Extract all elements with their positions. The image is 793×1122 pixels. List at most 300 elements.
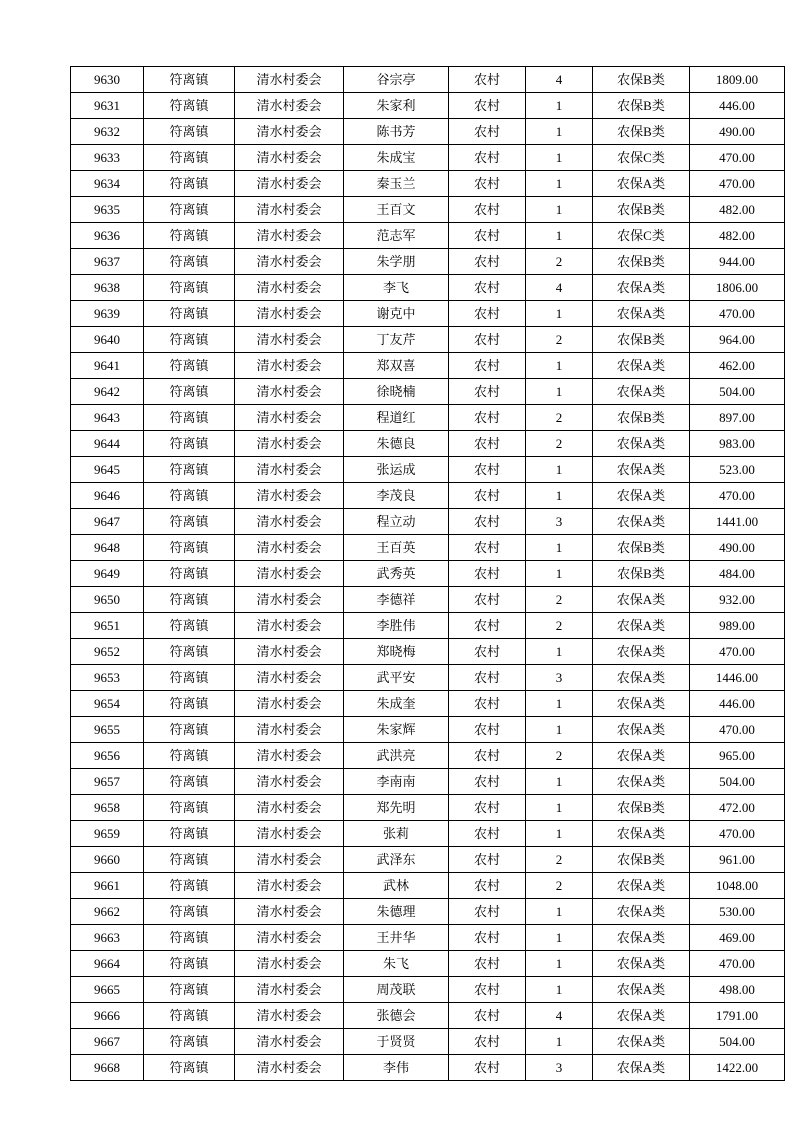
cell-town: 符离镇 bbox=[144, 353, 235, 379]
cell-amount: 504.00 bbox=[690, 1029, 785, 1055]
cell-town: 符离镇 bbox=[144, 899, 235, 925]
cell-type: 农村 bbox=[449, 223, 526, 249]
cell-name: 朱成宝 bbox=[344, 145, 449, 171]
cell-id: 9631 bbox=[71, 93, 144, 119]
cell-name: 丁友芹 bbox=[344, 327, 449, 353]
cell-village: 清水村委会 bbox=[235, 951, 344, 977]
cell-name: 张德会 bbox=[344, 1003, 449, 1029]
cell-town: 符离镇 bbox=[144, 379, 235, 405]
cell-category: 农保A类 bbox=[593, 769, 690, 795]
cell-category: 农保A类 bbox=[593, 639, 690, 665]
table-row bbox=[71, 197, 785, 223]
cell-id: 9651 bbox=[71, 613, 144, 639]
cell-village: 清水村委会 bbox=[235, 327, 344, 353]
cell-name: 朱家利 bbox=[344, 93, 449, 119]
cell-category: 农保B类 bbox=[593, 93, 690, 119]
cell-id: 9658 bbox=[71, 795, 144, 821]
cell-village: 清水村委会 bbox=[235, 275, 344, 301]
cell-count: 4 bbox=[526, 275, 593, 301]
cell-town: 符离镇 bbox=[144, 821, 235, 847]
cell-amount: 490.00 bbox=[690, 535, 785, 561]
cell-type: 农村 bbox=[449, 1003, 526, 1029]
cell-amount: 1422.00 bbox=[690, 1055, 785, 1081]
table-row bbox=[71, 483, 785, 509]
cell-amount: 498.00 bbox=[690, 977, 785, 1003]
cell-category: 农保B类 bbox=[593, 249, 690, 275]
table-row bbox=[71, 1029, 785, 1055]
cell-type: 农村 bbox=[449, 717, 526, 743]
cell-amount: 504.00 bbox=[690, 379, 785, 405]
cell-type: 农村 bbox=[449, 951, 526, 977]
cell-town: 符离镇 bbox=[144, 1029, 235, 1055]
cell-village: 清水村委会 bbox=[235, 925, 344, 951]
cell-town: 符离镇 bbox=[144, 145, 235, 171]
table-row bbox=[71, 613, 785, 639]
cell-category: 农保A类 bbox=[593, 587, 690, 613]
cell-town: 符离镇 bbox=[144, 197, 235, 223]
cell-type: 农村 bbox=[449, 977, 526, 1003]
cell-category: 农保A类 bbox=[593, 431, 690, 457]
cell-count: 2 bbox=[526, 847, 593, 873]
cell-amount: 1048.00 bbox=[690, 873, 785, 899]
cell-name: 王井华 bbox=[344, 925, 449, 951]
table-row bbox=[71, 587, 785, 613]
cell-type: 农村 bbox=[449, 145, 526, 171]
cell-amount: 1791.00 bbox=[690, 1003, 785, 1029]
cell-count: 2 bbox=[526, 249, 593, 275]
cell-town: 符离镇 bbox=[144, 457, 235, 483]
table-row bbox=[71, 457, 785, 483]
table-row bbox=[71, 717, 785, 743]
cell-amount: 470.00 bbox=[690, 483, 785, 509]
cell-name: 谢克中 bbox=[344, 301, 449, 327]
table-row bbox=[71, 925, 785, 951]
cell-type: 农村 bbox=[449, 93, 526, 119]
cell-name: 郑晓梅 bbox=[344, 639, 449, 665]
cell-category: 农保B类 bbox=[593, 561, 690, 587]
cell-category: 农保B类 bbox=[593, 67, 690, 93]
cell-category: 农保A类 bbox=[593, 275, 690, 301]
cell-count: 1 bbox=[526, 93, 593, 119]
cell-category: 农保A类 bbox=[593, 509, 690, 535]
cell-id: 9654 bbox=[71, 691, 144, 717]
table-row bbox=[71, 327, 785, 353]
cell-count: 1 bbox=[526, 353, 593, 379]
cell-type: 农村 bbox=[449, 1055, 526, 1081]
cell-id: 9647 bbox=[71, 509, 144, 535]
cell-type: 农村 bbox=[449, 457, 526, 483]
cell-type: 农村 bbox=[449, 769, 526, 795]
cell-name: 朱德良 bbox=[344, 431, 449, 457]
cell-amount: 504.00 bbox=[690, 769, 785, 795]
table-row bbox=[71, 769, 785, 795]
cell-count: 1 bbox=[526, 223, 593, 249]
cell-village: 清水村委会 bbox=[235, 873, 344, 899]
cell-id: 9637 bbox=[71, 249, 144, 275]
cell-town: 符离镇 bbox=[144, 119, 235, 145]
cell-type: 农村 bbox=[449, 171, 526, 197]
cell-name: 武秀英 bbox=[344, 561, 449, 587]
cell-id: 9666 bbox=[71, 1003, 144, 1029]
cell-id: 9646 bbox=[71, 483, 144, 509]
cell-id: 9656 bbox=[71, 743, 144, 769]
cell-amount: 897.00 bbox=[690, 405, 785, 431]
cell-count: 2 bbox=[526, 327, 593, 353]
cell-town: 符离镇 bbox=[144, 483, 235, 509]
cell-name: 王百英 bbox=[344, 535, 449, 561]
cell-amount: 469.00 bbox=[690, 925, 785, 951]
table-row bbox=[71, 379, 785, 405]
cell-village: 清水村委会 bbox=[235, 717, 344, 743]
cell-count: 2 bbox=[526, 743, 593, 769]
cell-category: 农保A类 bbox=[593, 717, 690, 743]
table-row bbox=[71, 67, 785, 93]
cell-name: 武平安 bbox=[344, 665, 449, 691]
cell-amount: 482.00 bbox=[690, 223, 785, 249]
cell-type: 农村 bbox=[449, 431, 526, 457]
cell-id: 9652 bbox=[71, 639, 144, 665]
cell-amount: 470.00 bbox=[690, 951, 785, 977]
table-row bbox=[71, 405, 785, 431]
cell-village: 清水村委会 bbox=[235, 561, 344, 587]
cell-count: 3 bbox=[526, 1055, 593, 1081]
table-row bbox=[71, 301, 785, 327]
cell-amount: 470.00 bbox=[690, 639, 785, 665]
cell-name: 程立动 bbox=[344, 509, 449, 535]
cell-town: 符离镇 bbox=[144, 847, 235, 873]
cell-category: 农保A类 bbox=[593, 1055, 690, 1081]
cell-category: 农保A类 bbox=[593, 821, 690, 847]
cell-village: 清水村委会 bbox=[235, 613, 344, 639]
cell-count: 1 bbox=[526, 119, 593, 145]
cell-type: 农村 bbox=[449, 743, 526, 769]
cell-village: 清水村委会 bbox=[235, 67, 344, 93]
cell-village: 清水村委会 bbox=[235, 795, 344, 821]
cell-id: 9653 bbox=[71, 665, 144, 691]
cell-amount: 530.00 bbox=[690, 899, 785, 925]
cell-town: 符离镇 bbox=[144, 977, 235, 1003]
cell-category: 农保A类 bbox=[593, 301, 690, 327]
cell-amount: 523.00 bbox=[690, 457, 785, 483]
cell-town: 符离镇 bbox=[144, 795, 235, 821]
cell-village: 清水村委会 bbox=[235, 457, 344, 483]
cell-amount: 1446.00 bbox=[690, 665, 785, 691]
cell-id: 9638 bbox=[71, 275, 144, 301]
cell-town: 符离镇 bbox=[144, 951, 235, 977]
table-row bbox=[71, 665, 785, 691]
cell-town: 符离镇 bbox=[144, 535, 235, 561]
table-row bbox=[71, 899, 785, 925]
cell-name: 武洪亮 bbox=[344, 743, 449, 769]
cell-name: 谷宗亭 bbox=[344, 67, 449, 93]
cell-name: 朱成奎 bbox=[344, 691, 449, 717]
cell-amount: 484.00 bbox=[690, 561, 785, 587]
cell-village: 清水村委会 bbox=[235, 249, 344, 275]
cell-id: 9665 bbox=[71, 977, 144, 1003]
cell-category: 农保B类 bbox=[593, 327, 690, 353]
cell-id: 9660 bbox=[71, 847, 144, 873]
cell-type: 农村 bbox=[449, 301, 526, 327]
cell-count: 2 bbox=[526, 873, 593, 899]
table-row bbox=[71, 795, 785, 821]
cell-category: 农保B类 bbox=[593, 535, 690, 561]
cell-village: 清水村委会 bbox=[235, 769, 344, 795]
cell-id: 9639 bbox=[71, 301, 144, 327]
cell-category: 农保B类 bbox=[593, 197, 690, 223]
cell-type: 农村 bbox=[449, 691, 526, 717]
cell-town: 符离镇 bbox=[144, 925, 235, 951]
table-row bbox=[71, 249, 785, 275]
cell-village: 清水村委会 bbox=[235, 197, 344, 223]
cell-name: 郑双喜 bbox=[344, 353, 449, 379]
cell-town: 符离镇 bbox=[144, 613, 235, 639]
cell-type: 农村 bbox=[449, 1029, 526, 1055]
cell-type: 农村 bbox=[449, 509, 526, 535]
cell-id: 9667 bbox=[71, 1029, 144, 1055]
cell-town: 符离镇 bbox=[144, 639, 235, 665]
cell-name: 朱学朋 bbox=[344, 249, 449, 275]
cell-town: 符离镇 bbox=[144, 587, 235, 613]
cell-category: 农保A类 bbox=[593, 873, 690, 899]
cell-amount: 490.00 bbox=[690, 119, 785, 145]
cell-count: 2 bbox=[526, 431, 593, 457]
cell-count: 2 bbox=[526, 405, 593, 431]
table-row bbox=[71, 93, 785, 119]
cell-name: 秦玉兰 bbox=[344, 171, 449, 197]
cell-amount: 446.00 bbox=[690, 691, 785, 717]
cell-name: 张运成 bbox=[344, 457, 449, 483]
cell-name: 陈书芳 bbox=[344, 119, 449, 145]
cell-count: 1 bbox=[526, 769, 593, 795]
cell-count: 1 bbox=[526, 899, 593, 925]
cell-category: 农保A类 bbox=[593, 743, 690, 769]
cell-count: 1 bbox=[526, 535, 593, 561]
cell-id: 9644 bbox=[71, 431, 144, 457]
cell-name: 范志军 bbox=[344, 223, 449, 249]
cell-count: 4 bbox=[526, 67, 593, 93]
cell-id: 9657 bbox=[71, 769, 144, 795]
cell-id: 9642 bbox=[71, 379, 144, 405]
cell-amount: 964.00 bbox=[690, 327, 785, 353]
cell-village: 清水村委会 bbox=[235, 93, 344, 119]
cell-id: 9630 bbox=[71, 67, 144, 93]
cell-category: 农保A类 bbox=[593, 483, 690, 509]
cell-id: 9663 bbox=[71, 925, 144, 951]
table-row bbox=[71, 873, 785, 899]
cell-category: 农保A类 bbox=[593, 1003, 690, 1029]
cell-name: 徐晓楠 bbox=[344, 379, 449, 405]
cell-count: 1 bbox=[526, 457, 593, 483]
cell-village: 清水村委会 bbox=[235, 405, 344, 431]
cell-town: 符离镇 bbox=[144, 275, 235, 301]
cell-id: 9661 bbox=[71, 873, 144, 899]
table-row bbox=[71, 353, 785, 379]
cell-name: 朱家辉 bbox=[344, 717, 449, 743]
cell-id: 9634 bbox=[71, 171, 144, 197]
table-row bbox=[71, 1055, 785, 1081]
cell-name: 武泽东 bbox=[344, 847, 449, 873]
cell-count: 1 bbox=[526, 561, 593, 587]
cell-id: 9649 bbox=[71, 561, 144, 587]
table-row bbox=[71, 821, 785, 847]
cell-id: 9640 bbox=[71, 327, 144, 353]
table-row bbox=[71, 171, 785, 197]
cell-type: 农村 bbox=[449, 639, 526, 665]
cell-category: 农保B类 bbox=[593, 119, 690, 145]
cell-count: 3 bbox=[526, 509, 593, 535]
cell-category: 农保A类 bbox=[593, 1029, 690, 1055]
cell-amount: 932.00 bbox=[690, 587, 785, 613]
cell-village: 清水村委会 bbox=[235, 1055, 344, 1081]
cell-village: 清水村委会 bbox=[235, 743, 344, 769]
table-row bbox=[71, 639, 785, 665]
cell-count: 1 bbox=[526, 1029, 593, 1055]
cell-count: 1 bbox=[526, 639, 593, 665]
cell-type: 农村 bbox=[449, 925, 526, 951]
table-row bbox=[71, 743, 785, 769]
cell-id: 9659 bbox=[71, 821, 144, 847]
cell-name: 武林 bbox=[344, 873, 449, 899]
cell-amount: 462.00 bbox=[690, 353, 785, 379]
cell-town: 符离镇 bbox=[144, 249, 235, 275]
cell-town: 符离镇 bbox=[144, 301, 235, 327]
cell-amount: 965.00 bbox=[690, 743, 785, 769]
cell-name: 李伟 bbox=[344, 1055, 449, 1081]
cell-type: 农村 bbox=[449, 327, 526, 353]
cell-count: 1 bbox=[526, 717, 593, 743]
cell-id: 9636 bbox=[71, 223, 144, 249]
cell-category: 农保C类 bbox=[593, 223, 690, 249]
cell-village: 清水村委会 bbox=[235, 171, 344, 197]
cell-category: 农保B类 bbox=[593, 795, 690, 821]
cell-village: 清水村委会 bbox=[235, 977, 344, 1003]
table-row bbox=[71, 535, 785, 561]
cell-type: 农村 bbox=[449, 379, 526, 405]
cell-count: 4 bbox=[526, 1003, 593, 1029]
cell-id: 9645 bbox=[71, 457, 144, 483]
cell-category: 农保B类 bbox=[593, 405, 690, 431]
cell-count: 1 bbox=[526, 301, 593, 327]
cell-village: 清水村委会 bbox=[235, 665, 344, 691]
cell-category: 农保A类 bbox=[593, 951, 690, 977]
cell-id: 9668 bbox=[71, 1055, 144, 1081]
cell-type: 农村 bbox=[449, 67, 526, 93]
table-row bbox=[71, 119, 785, 145]
cell-amount: 983.00 bbox=[690, 431, 785, 457]
cell-town: 符离镇 bbox=[144, 717, 235, 743]
cell-amount: 472.00 bbox=[690, 795, 785, 821]
cell-name: 周茂联 bbox=[344, 977, 449, 1003]
cell-type: 农村 bbox=[449, 873, 526, 899]
cell-village: 清水村委会 bbox=[235, 691, 344, 717]
cell-village: 清水村委会 bbox=[235, 379, 344, 405]
cell-town: 符离镇 bbox=[144, 93, 235, 119]
cell-town: 符离镇 bbox=[144, 223, 235, 249]
cell-village: 清水村委会 bbox=[235, 899, 344, 925]
cell-type: 农村 bbox=[449, 405, 526, 431]
cell-town: 符离镇 bbox=[144, 327, 235, 353]
cell-type: 农村 bbox=[449, 483, 526, 509]
cell-village: 清水村委会 bbox=[235, 847, 344, 873]
cell-id: 9643 bbox=[71, 405, 144, 431]
cell-count: 3 bbox=[526, 665, 593, 691]
cell-type: 农村 bbox=[449, 847, 526, 873]
cell-amount: 961.00 bbox=[690, 847, 785, 873]
cell-amount: 944.00 bbox=[690, 249, 785, 275]
cell-count: 1 bbox=[526, 691, 593, 717]
cell-name: 郑先明 bbox=[344, 795, 449, 821]
cell-town: 符离镇 bbox=[144, 431, 235, 457]
cell-category: 农保A类 bbox=[593, 899, 690, 925]
cell-town: 符离镇 bbox=[144, 665, 235, 691]
cell-category: 农保A类 bbox=[593, 613, 690, 639]
cell-id: 9650 bbox=[71, 587, 144, 613]
cell-category: 农保A类 bbox=[593, 457, 690, 483]
table-row bbox=[71, 431, 785, 457]
cell-category: 农保A类 bbox=[593, 925, 690, 951]
cell-category: 农保A类 bbox=[593, 977, 690, 1003]
cell-amount: 482.00 bbox=[690, 197, 785, 223]
table-row bbox=[71, 509, 785, 535]
cell-type: 农村 bbox=[449, 795, 526, 821]
cell-type: 农村 bbox=[449, 821, 526, 847]
cell-category: 农保A类 bbox=[593, 665, 690, 691]
cell-town: 符离镇 bbox=[144, 561, 235, 587]
cell-town: 符离镇 bbox=[144, 691, 235, 717]
cell-village: 清水村委会 bbox=[235, 821, 344, 847]
cell-village: 清水村委会 bbox=[235, 587, 344, 613]
cell-town: 符离镇 bbox=[144, 509, 235, 535]
cell-town: 符离镇 bbox=[144, 1055, 235, 1081]
cell-type: 农村 bbox=[449, 197, 526, 223]
cell-category: 农保A类 bbox=[593, 379, 690, 405]
cell-count: 1 bbox=[526, 977, 593, 1003]
table-row bbox=[71, 145, 785, 171]
cell-count: 1 bbox=[526, 197, 593, 223]
cell-village: 清水村委会 bbox=[235, 431, 344, 457]
cell-village: 清水村委会 bbox=[235, 1029, 344, 1055]
cell-category: 农保B类 bbox=[593, 847, 690, 873]
table-body bbox=[71, 67, 785, 1081]
table-row bbox=[71, 223, 785, 249]
cell-type: 农村 bbox=[449, 249, 526, 275]
beneficiary-table bbox=[70, 66, 785, 1081]
cell-amount: 470.00 bbox=[690, 171, 785, 197]
table-row bbox=[71, 275, 785, 301]
cell-name: 李茂良 bbox=[344, 483, 449, 509]
cell-count: 1 bbox=[526, 483, 593, 509]
cell-town: 符离镇 bbox=[144, 67, 235, 93]
cell-id: 9632 bbox=[71, 119, 144, 145]
cell-count: 1 bbox=[526, 379, 593, 405]
cell-village: 清水村委会 bbox=[235, 353, 344, 379]
cell-name: 朱德理 bbox=[344, 899, 449, 925]
cell-type: 农村 bbox=[449, 587, 526, 613]
table-row bbox=[71, 847, 785, 873]
cell-count: 2 bbox=[526, 587, 593, 613]
table-row bbox=[71, 691, 785, 717]
cell-village: 清水村委会 bbox=[235, 119, 344, 145]
cell-count: 1 bbox=[526, 951, 593, 977]
cell-town: 符离镇 bbox=[144, 171, 235, 197]
cell-amount: 1441.00 bbox=[690, 509, 785, 535]
cell-amount: 470.00 bbox=[690, 145, 785, 171]
cell-amount: 1809.00 bbox=[690, 67, 785, 93]
cell-count: 1 bbox=[526, 145, 593, 171]
cell-name: 程道红 bbox=[344, 405, 449, 431]
cell-category: 农保A类 bbox=[593, 353, 690, 379]
cell-count: 1 bbox=[526, 821, 593, 847]
